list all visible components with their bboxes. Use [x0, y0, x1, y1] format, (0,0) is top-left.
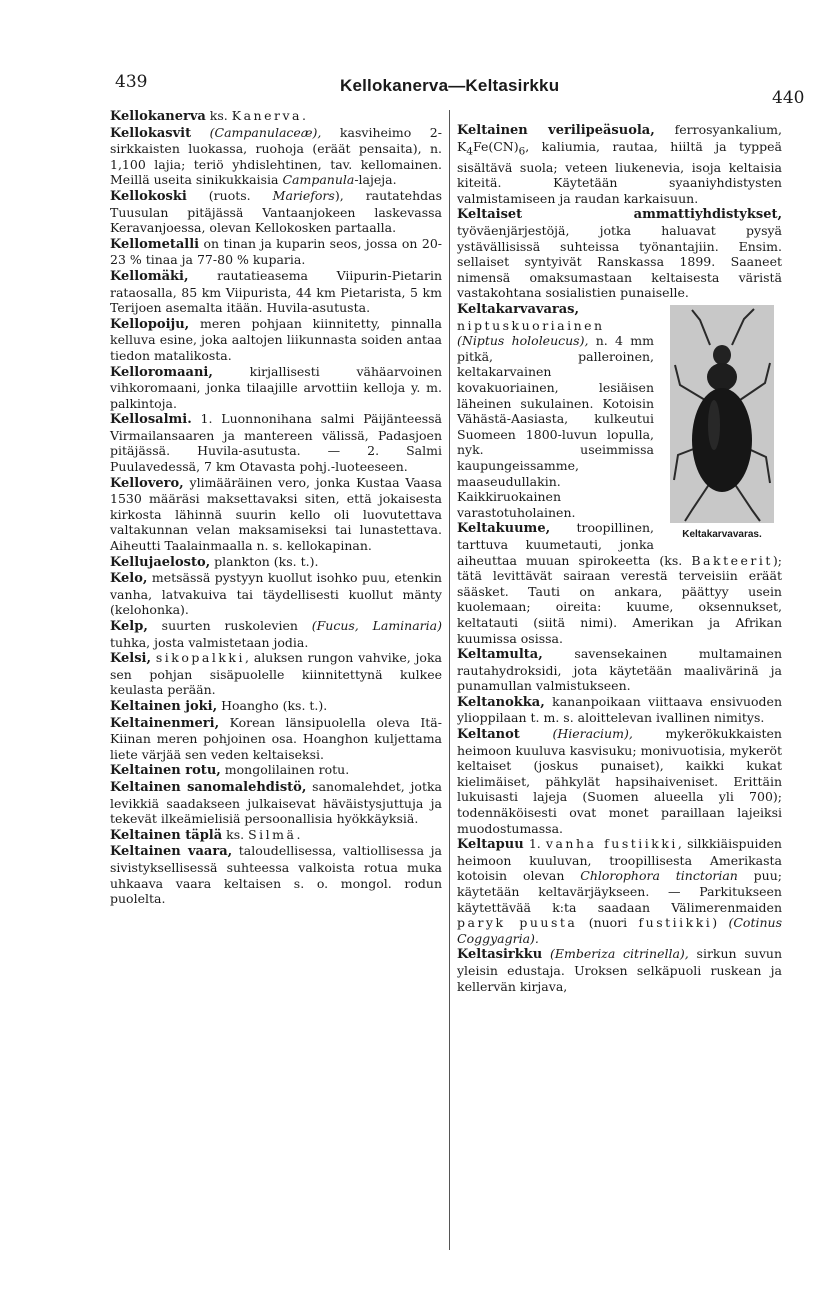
- dictionary-entry: [457, 726, 782, 836]
- entry-headword: Kellopoiju,: [110, 316, 190, 332]
- entry-body: työväenjärjestöjä, jotka haluavat pysyä ystävällisissä suhteissa työnantajiin. Ensim. sellaiset syntyivät Ranskassa 1899. Saaneet nimensä omaksumastaan keltaisesta väristä vastakohtana sosialistien punaiselle.: [457, 223, 782, 301]
- entry-body: (ruots. Mariefors), rautatehdas Tuusulan pitäjässä Vantaanjokeen laskevassa Keravanjoessa, olevan Kellokosken partaalla.: [110, 187, 442, 236]
- column-divider: [449, 110, 450, 1250]
- beetle-figure: [662, 305, 782, 543]
- entry-headword: Keltainen joki,: [110, 698, 218, 714]
- entry-body: suurten ruskolevien (Fucus, Laminaria) tuhka, josta valmistetaan jodia.: [110, 618, 442, 650]
- entry-headword: Keltainen rotu,: [110, 763, 221, 779]
- dictionary-entry: [110, 125, 442, 188]
- dictionary-entry: [110, 475, 442, 554]
- dictionary-entry: [110, 779, 442, 827]
- entry-headword: Keltainen sanomalehdistö,: [110, 779, 307, 795]
- entry-body: sanomalehdet, jotka levikkiä saadakseen julkaisevat häväistysjuttuja ja tekevät ilkeämielisiä persoonallisia hyökkäyksiä.: [110, 778, 442, 827]
- entry-body: (Emberiza citrinella), sirkun suvun yleisin edustaja. Uroksen selkäpuoli ruskean ja kellervän kirjava,: [457, 946, 782, 994]
- entry-body: plankton (ks. t.).: [210, 553, 319, 569]
- entry-body: ks. Kanerva.: [205, 108, 306, 123]
- entry-body: rautatieasema Viipurin-Pietarin rataosalla, 85 km Viipurista, 44 km Pietarista, 5 km Terijoen asemalta itään. Huvila-asutusta.: [110, 267, 442, 316]
- dictionary-entry: [457, 122, 782, 206]
- entry-headword: Keltainen verilipeäsuola,: [457, 123, 655, 138]
- dictionary-entry: [110, 554, 442, 571]
- entry-headword: Kellovero,: [110, 475, 184, 491]
- dictionary-entry: [457, 836, 782, 946]
- dictionary-entry: [110, 762, 442, 779]
- entry-body: savensekainen multamainen rautahydroksidi, jota käytetään maalivärinä ja punamullan valmistukseen.: [457, 646, 782, 694]
- dictionary-entry: [110, 618, 442, 650]
- dictionary-entry: [110, 364, 442, 412]
- dictionary-entry: [110, 650, 442, 698]
- page-number-right: 440: [772, 88, 805, 108]
- entry-body: meren pohjaan kiinnitetty, pinnalla kelluva esine, joka aaltojen liikunnasta soiden antaa tiedon matalikosta.: [110, 315, 442, 363]
- entry-headword: Keltapuu: [457, 837, 524, 853]
- beetle-illustration: [670, 305, 774, 523]
- entry-body: 1. Luonnonihana salmi Päijänteessä Virmailansaaren ja mantereen välissä, Padasjoen pitäjässä. Huvila-asutusta. — 2. Salmi Puulavedessä, 7 km Otavasta pohj.-luoteeseen.: [110, 411, 442, 475]
- entry-body: ks. Silmä.: [222, 826, 301, 842]
- entry-headword: Kelsi,: [110, 651, 152, 667]
- dictionary-entry: [110, 268, 442, 316]
- entry-headword: Keltamulta,: [457, 647, 543, 663]
- dictionary-entry: [110, 827, 442, 844]
- entry-body: Korean länsipuolella oleva Itä-Kiinan meren pohjoinen osa. Hoanghon kuljettama liete värjää sen veden keltaiseksi.: [110, 714, 442, 762]
- dictionary-entry: [110, 236, 442, 268]
- figure-caption: Keltakarvavaras.: [682, 529, 762, 541]
- entry-body: (Hieracium), mykerökukkaisten heimoon kuuluva kasvisuku; monivuotisia, mykeröt keltaiset (joskus punaiset), kaikki kukat kielimäiset, pähkylät hapsihaiveniset. Erittäin lukuisasti lajeja (Suomen alueella yli 700); todennäköisesti ovat monet paraillaan lajeiksi muodostumassa.: [457, 726, 782, 836]
- entry-body: 1. vanha fustiikki, silkkiäispuiden heimoon kuuluvan, troopillisesta Amerikasta kotoisin olevan Chlorophora tinctorian puu; käytetään keltavärjäykseen. — Parkitukseen käytettävää k:ta saadaan Välimerenmaiden paryk puusta (nuori fustiikki) (Cotinus Coggyagria).: [457, 836, 782, 946]
- entry-headword: Keltanot: [457, 727, 520, 743]
- entry-body: mongolilainen rotu.: [220, 762, 350, 778]
- running-head: Kellokanerva—Keltasirkku: [340, 76, 560, 95]
- entry-body: ylimääräinen vero, jonka Kustaa Vaasa 1530 määräsi maksettavaksi siten, että jokaisesta kirkosta lähinnä suurin kello oli luovutettava valtakunnan velan maksamiseksi tai lunastettava. Aiheutti Taalainmaalla n. s. kellokapinan.: [110, 474, 442, 554]
- entry-headword: Kellomäki,: [110, 268, 189, 284]
- entry-body: ferrosyankalium, $K_4Fe(CN)_6$, kaliumia, rautaa, hiiltä ja typpeä sisältävä suola; veteen liukenevia, isoja keltaisia kiteitä. Käytetään syaaniyhdistysten valmistamiseen ja raudan karkaisuun.: [457, 122, 782, 206]
- entry-body: troopillinen, tarttuva kuumetauti, jonka aiheuttaa muuan spirokeetta (ks. Bakteerit); tätä levittävät sairaan verestä terveisiin eräät sääsket. Tauti on ankara, päättyy usein kuolemaan; oireita: kuume, oksennukset, keltatauti (siitä nimi). Amerikan ja Afrikan kuumissa osissa.: [457, 520, 782, 646]
- entry-headword: Keltasirkku: [457, 947, 543, 963]
- entry-headword: Kelloromaani,: [110, 364, 213, 380]
- dictionary-entry: [110, 108, 442, 125]
- dictionary-entry: [457, 646, 782, 694]
- entry-headword: Kelo,: [110, 571, 148, 587]
- left-column: [110, 108, 442, 907]
- entry-headword: Keltakuume,: [457, 521, 551, 537]
- dictionary-entry: [110, 188, 442, 236]
- entry-body: kirjallisesti vähäarvoinen vihkoromaani, jonka tilaajille arvottiin kelloja y. m. palkintoja.: [110, 363, 442, 411]
- entry-headword: Kellokasvit: [110, 125, 192, 141]
- entry-headword: Keltanokka,: [457, 694, 545, 710]
- dictionary-entry: [110, 316, 442, 364]
- dictionary-entry: [110, 715, 442, 763]
- entry-headword: Kellujaelosto,: [110, 554, 211, 570]
- entry-headword: Keltainen täplä: [110, 827, 223, 843]
- dictionary-entry: [110, 411, 442, 474]
- dictionary-entry: [457, 206, 782, 301]
- dictionary-entry: [457, 946, 782, 994]
- entry-headword: Keltainen vaara,: [110, 844, 233, 860]
- dictionary-entry: [110, 698, 442, 715]
- dictionary-entry: [110, 570, 442, 618]
- entry-headword: Kellokoski: [110, 188, 187, 204]
- entry-headword: Kellokanerva: [110, 109, 206, 124]
- entry-body: kananpoikaan viittaava ensivuoden ylioppilaan t. m. s. aloittelevan ivallinen nimitys.: [457, 693, 782, 726]
- entry-body: taloudellisessa, valtiollisessa ja sivistyksellisessä suhteessa valkoista rotua muka uhkaava vaara keltaisen s. o. mongol. rodun puolelta.: [110, 843, 442, 907]
- entry-headword: Kellosalmi.: [110, 412, 192, 428]
- page-number-left: 439: [115, 72, 148, 92]
- entry-headword: Kellometalli: [110, 236, 200, 252]
- entry-headword: Keltainenmeri,: [110, 715, 220, 731]
- entry-body: Hoangho (ks. t.).: [217, 697, 328, 713]
- dictionary-entry: [457, 694, 782, 726]
- entry-body: on tinan ja kuparin seos, jossa on 20-23 % tinaa ja 77-80 % kuparia.: [110, 235, 442, 268]
- entry-body: niptuskuoriainen (Niptus hololeucus), n. 4 mm pitkä, palleroinen, keltakarvainen kovakuoriainen, lesiäisen läheinen sukulainen. Kotoisin Vähästä-Aasiasta, kulkeutui Suomeen 1800-luvun lopulla, nyk. useimmissa kaupungeissamme, maaseudullakin. Kaikkiruokainen varastotuholainen.: [457, 317, 654, 520]
- entry-headword: Keltakarvavaras,: [457, 302, 580, 318]
- entry-body: (Campanulaceæ), kasviheimo 2-sirkkaisten luokassa, ruohoja (eräät pensaita), n. 1,100 lajia; teriö yhdislehtinen, tav. kellomainen. Meillä useita sinikukkaisia Campanula-lajeja.: [110, 124, 442, 188]
- entry-body: metsässä pystyyn kuollut isohko puu, etenkin vanha, latvakuiva tai täydellisesti kuollut mänty (kelohonka).: [110, 570, 442, 618]
- entry-headword: Kelp,: [110, 619, 148, 634]
- dictionary-entry: [110, 843, 442, 906]
- right-column: [457, 122, 782, 994]
- entry-body: sikopalkki, aluksen rungon vahvike, joka sen pohjan sisäpuolelle kiinnitettynä kulkee keulasta perään.: [110, 650, 442, 698]
- entry-headword: Keltaiset ammattiyhdistykset,: [457, 207, 782, 223]
